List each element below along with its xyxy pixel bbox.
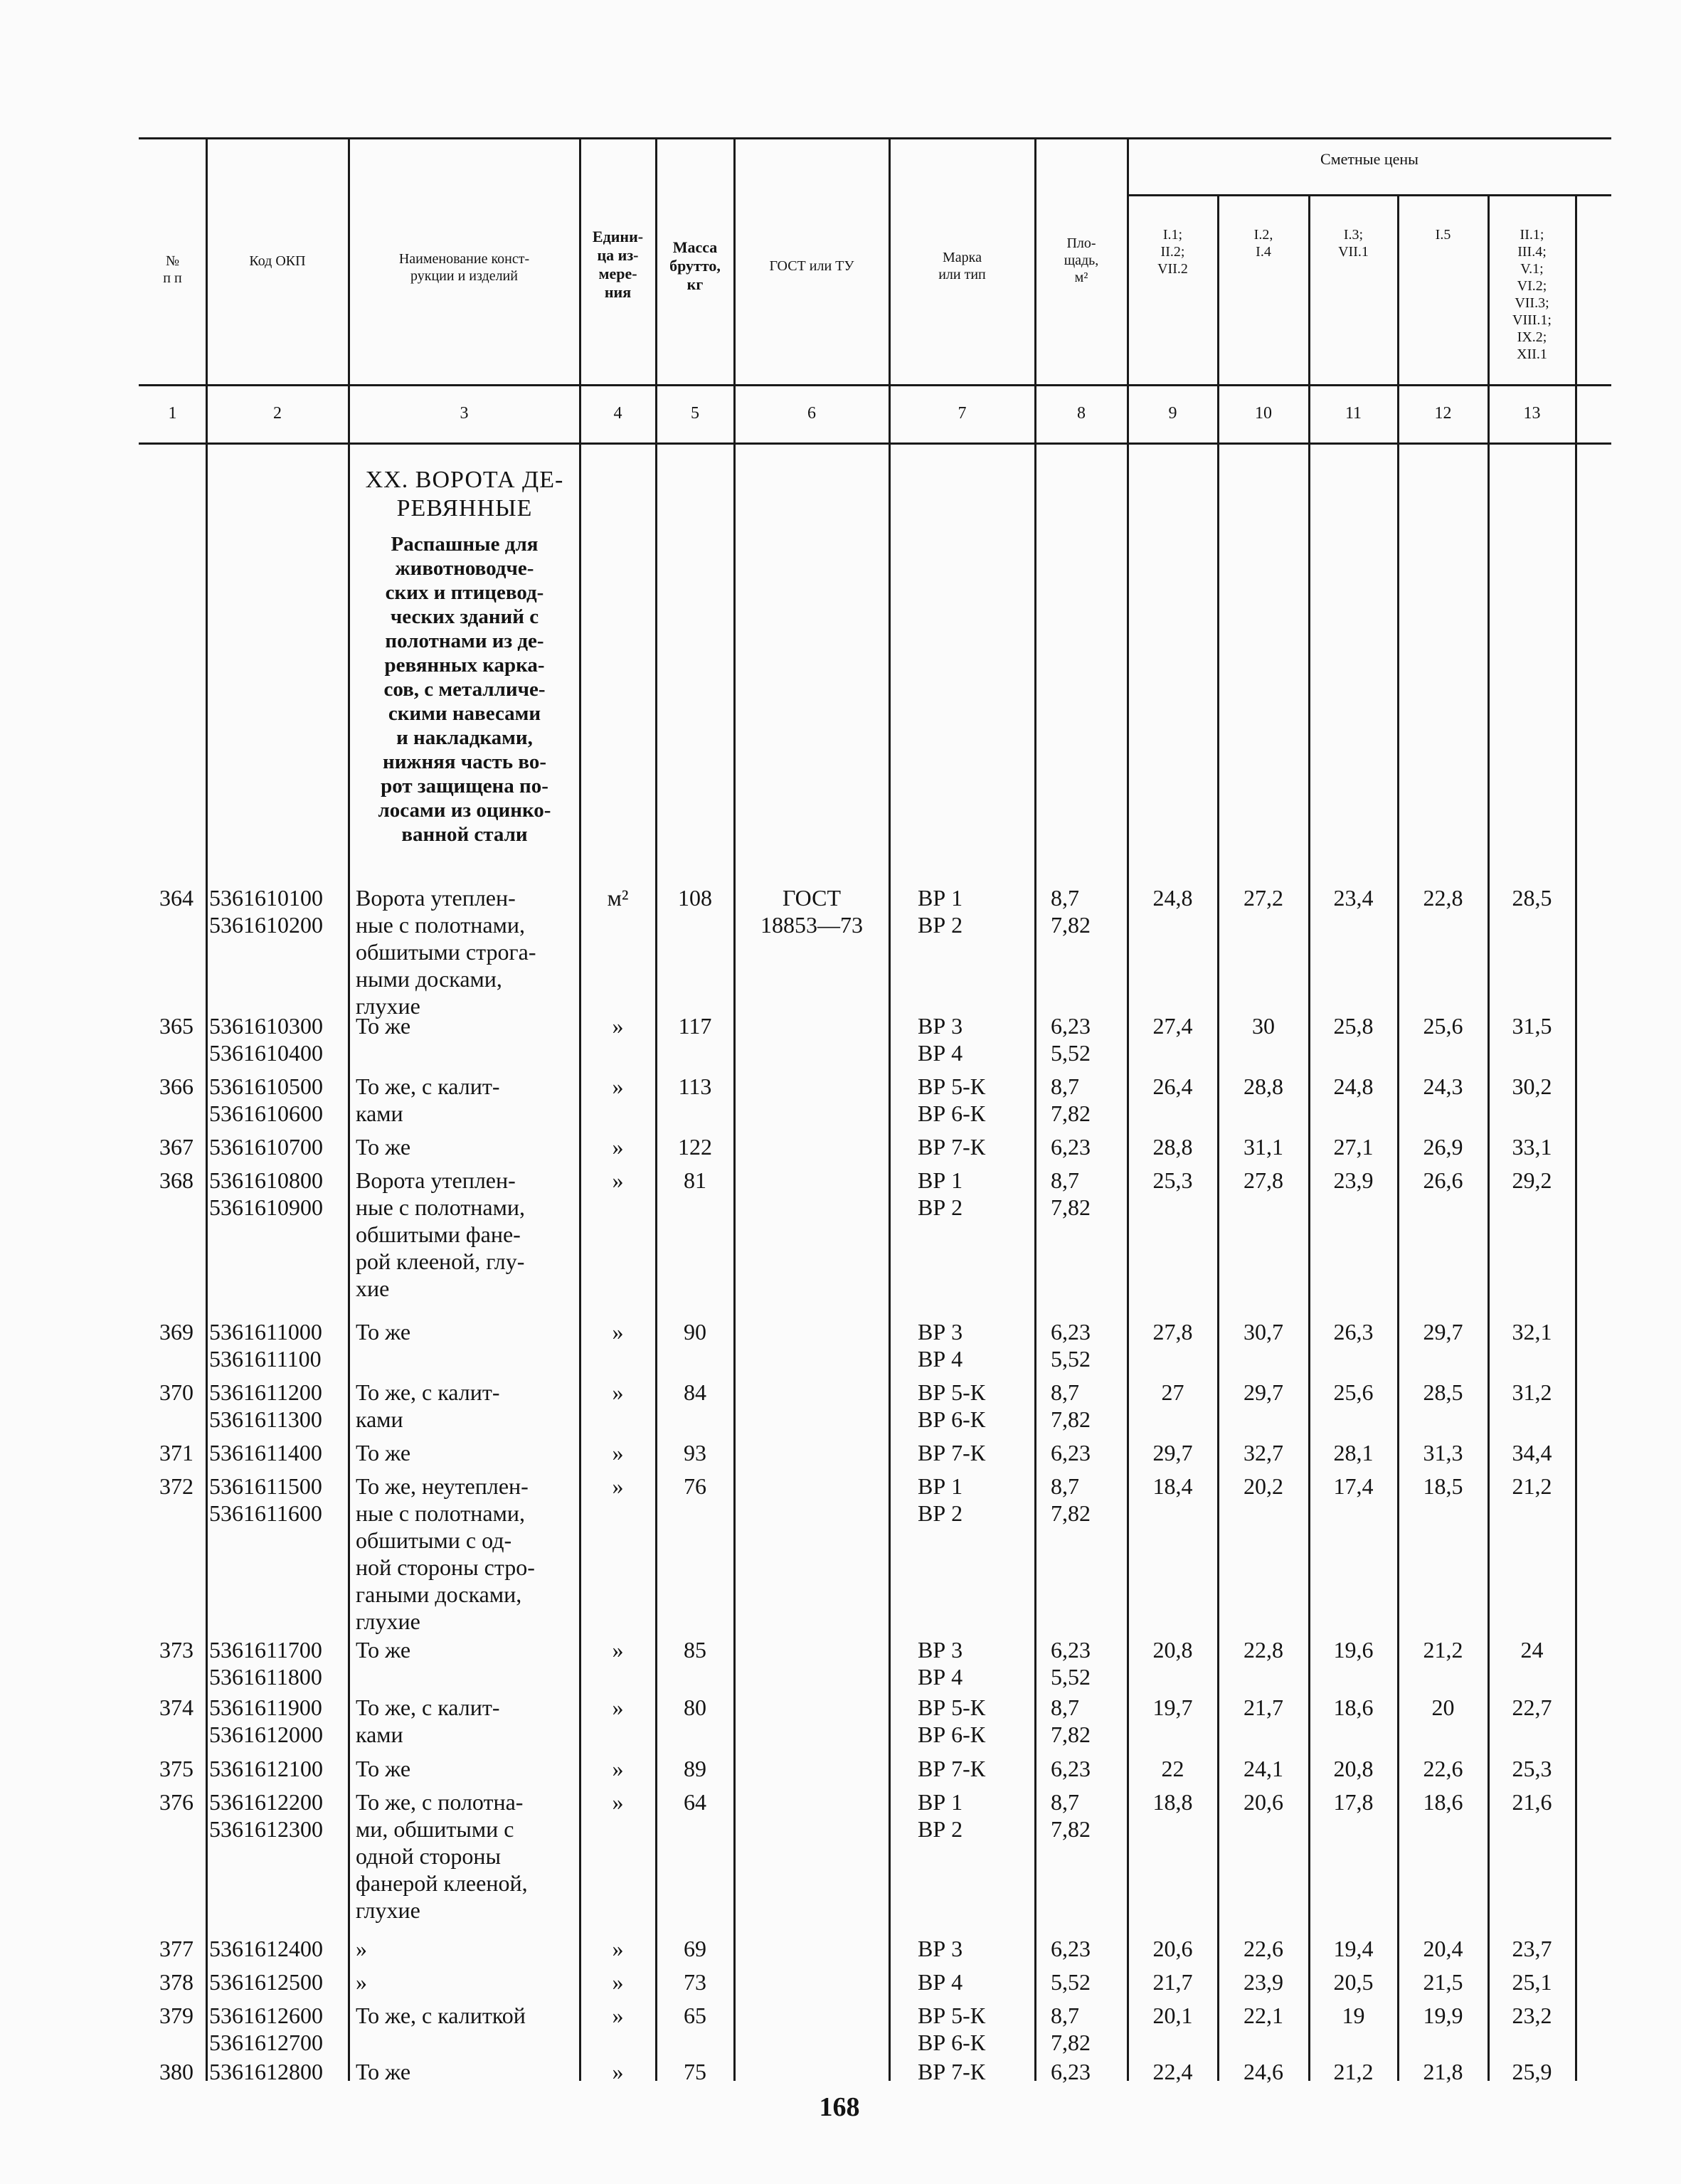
row-369-p1: 27,8 (1152, 1319, 1193, 1345)
row-367-mark: ВР 7-К (918, 1134, 986, 1160)
row-364-gost: ГОСТ 18853—73 (760, 885, 863, 938)
row-364-p5: 28,5 (1512, 885, 1552, 911)
row-379-p5: 23,2 (1512, 2003, 1552, 2028)
row-364-mark: ВР 1 ВР 2 (918, 885, 963, 938)
row-379-name: То же, с калиткой (356, 2003, 526, 2028)
row-369-p5: 32,1 (1512, 1319, 1552, 1345)
row-377-mark: ВР 3 (918, 1936, 963, 1961)
row-374-mass: 80 (684, 1695, 706, 1720)
row-369-mark: ВР 3 ВР 4 (918, 1319, 963, 1372)
row-365-p3: 25,8 (1333, 1013, 1374, 1039)
row-378-mark: ВР 4 (918, 1969, 963, 1995)
row-373-p5: 24 (1520, 1637, 1544, 1663)
row-370-p4: 28,5 (1423, 1379, 1463, 1405)
row-372-okp: 5361611500 5361611600 (209, 1473, 322, 1526)
row-378-name: » (356, 1969, 367, 1995)
column-header-unit: Едини- ца из- мере- ния (592, 228, 644, 301)
row-377-p2: 22,6 (1243, 1936, 1283, 1961)
row-375-p3: 20,8 (1333, 1756, 1374, 1781)
column-header-mark: Марка или тип (938, 250, 986, 282)
row-370-p5: 31,2 (1512, 1379, 1552, 1405)
row-378-okp: 5361612500 (209, 1969, 323, 1995)
row-365-p1: 27,4 (1152, 1013, 1193, 1039)
column-number-2: 2 (273, 404, 282, 423)
row-367-okp: 5361610700 (209, 1134, 323, 1160)
row-365-area: 6,23 5,52 (1051, 1013, 1091, 1066)
row-367-mass: 122 (678, 1134, 712, 1160)
row-368-p3: 23,9 (1333, 1167, 1374, 1193)
row-365-p4: 25,6 (1423, 1013, 1463, 1039)
row-369-okp: 5361611000 5361611100 (209, 1319, 322, 1372)
row-364-name: Ворота утеплен- ные с полотнами, обшитыми строга- ными досками, глухие (356, 885, 536, 1019)
row-380-okp: 5361612800 (209, 2059, 323, 2084)
row-375-mark: ВР 7-К (918, 1756, 986, 1781)
row-365-p5: 31,5 (1512, 1013, 1552, 1039)
row-379-p1: 20,1 (1152, 2003, 1193, 2028)
estimate-prices-header: Сметные цены (1320, 150, 1418, 168)
row-370-area: 8,7 7,82 (1051, 1379, 1091, 1432)
row-372-unit: » (612, 1473, 624, 1499)
row-364-p2: 27,2 (1243, 885, 1283, 911)
row-377-name: » (356, 1936, 367, 1961)
row-378-unit: » (612, 1969, 624, 1995)
row-373-mass: 85 (684, 1637, 706, 1663)
row-366-p1: 26,4 (1152, 1074, 1193, 1099)
row-378-p1: 21,7 (1152, 1969, 1193, 1995)
row-374-p4: 20 (1431, 1695, 1455, 1720)
row-376-area: 8,7 7,82 (1051, 1789, 1091, 1842)
column-number-rule (139, 442, 1611, 445)
row-379-mass: 65 (684, 2003, 706, 2028)
row-379-p2: 22,1 (1243, 2003, 1283, 2028)
row-366-unit: » (612, 1074, 624, 1099)
row-373-p2: 22,8 (1243, 1637, 1283, 1663)
row-364-mass: 108 (678, 885, 712, 911)
row-371-p4: 31,3 (1423, 1440, 1463, 1465)
column-number-1: 1 (168, 404, 177, 423)
row-378-mass: 73 (684, 1969, 706, 1995)
row-368-no: 368 (159, 1167, 193, 1193)
row-380-p2: 24,6 (1243, 2059, 1283, 2084)
row-367-area: 6,23 (1051, 1134, 1091, 1160)
row-376-name: То же, с полотна- ми, обшитыми с одной стороны фанерой клееной, глухие (356, 1789, 528, 1923)
row-366-okp: 5361610500 5361610600 (209, 1074, 323, 1126)
column-number-4: 4 (613, 404, 622, 423)
row-379-p3: 19 (1342, 2003, 1365, 2028)
row-380-name: То же (356, 2059, 411, 2084)
row-375-p5: 25,3 (1512, 1756, 1552, 1781)
row-372-no: 372 (159, 1473, 193, 1499)
row-371-p2: 32,7 (1243, 1440, 1283, 1465)
row-369-p2: 30,7 (1243, 1319, 1283, 1345)
row-377-unit: » (612, 1936, 624, 1961)
column-header-gost: ГОСТ или ТУ (769, 258, 854, 274)
row-368-okp: 5361610800 5361610900 (209, 1167, 323, 1220)
row-379-area: 8,7 7,82 (1051, 2003, 1091, 2055)
row-372-name: То же, неутеплен- ные с полотнами, обшитыми с од- ной стороны стро- гаными досками, глухие (356, 1473, 535, 1634)
row-379-no: 379 (159, 2003, 193, 2028)
row-367-p2: 31,1 (1243, 1134, 1283, 1160)
row-369-name: То же (356, 1319, 411, 1345)
row-370-unit: » (612, 1379, 624, 1405)
row-370-p3: 25,6 (1333, 1379, 1374, 1405)
row-376-p4: 18,6 (1423, 1789, 1463, 1815)
row-377-okp: 5361612400 (209, 1936, 323, 1961)
row-366-no: 366 (159, 1074, 193, 1099)
row-374-no: 374 (159, 1695, 193, 1720)
row-374-unit: » (612, 1695, 624, 1720)
row-365-p2: 30 (1252, 1013, 1275, 1039)
row-371-p1: 29,7 (1152, 1440, 1193, 1465)
row-374-p3: 18,6 (1333, 1695, 1374, 1720)
row-378-no: 378 (159, 1969, 193, 1995)
row-380-unit: » (612, 2059, 624, 2084)
row-375-name: То же (356, 1756, 411, 1781)
row-370-p2: 29,7 (1243, 1379, 1283, 1405)
column-header-p5: II.1; III.4; V.1; VI.2; VII.3; VIII.1; IX.2; XII.1 (1512, 227, 1552, 362)
column-divider-1 (206, 137, 208, 2081)
row-376-p5: 21,6 (1512, 1789, 1552, 1815)
section-title: XX. ВОРОТА ДЕ- РЕВЯННЫЕ (365, 467, 564, 521)
row-378-p5: 25,1 (1512, 1969, 1552, 1995)
column-header-no: № п п (163, 253, 182, 286)
row-364-area: 8,7 7,82 (1051, 885, 1091, 938)
row-373-p1: 20,8 (1152, 1637, 1193, 1663)
row-377-p5: 23,7 (1512, 1936, 1552, 1961)
row-367-no: 367 (159, 1134, 193, 1160)
row-373-name: То же (356, 1637, 411, 1663)
row-364-unit: м² (607, 885, 629, 911)
row-380-mass: 75 (684, 2059, 706, 2084)
column-divider-6 (889, 137, 891, 2081)
row-372-p3: 17,4 (1333, 1473, 1374, 1499)
column-header-name: Наименование конст- рукции и изделий (398, 251, 530, 284)
section-description: Распашные для животноводче- ских и птицевод- ческих зданий с полотнами из де- ревянных карка- сов, с металличе- скими навесами и накладками, нижняя часть во- рот защищена по- лосами из оцинко- ванной стали (378, 533, 551, 846)
column-number-6: 6 (807, 404, 816, 423)
row-364-p4: 22,8 (1423, 885, 1463, 911)
row-369-p3: 26,3 (1333, 1319, 1374, 1345)
group-header-rule (1128, 194, 1611, 196)
row-378-p2: 23,9 (1243, 1969, 1283, 1995)
row-372-p2: 20,2 (1243, 1473, 1283, 1499)
column-header-p3: I.3; VII.1 (1338, 227, 1369, 260)
header-bottom-rule (139, 384, 1611, 386)
row-365-no: 365 (159, 1013, 193, 1039)
row-368-p4: 26,6 (1423, 1167, 1463, 1193)
row-375-p4: 22,6 (1423, 1756, 1463, 1781)
row-364-no: 364 (159, 885, 193, 911)
row-371-area: 6,23 (1051, 1440, 1091, 1465)
row-368-p2: 27,8 (1243, 1167, 1283, 1193)
row-367-p3: 27,1 (1333, 1134, 1374, 1160)
row-372-mark: ВР 1 ВР 2 (918, 1473, 963, 1526)
row-369-mass: 90 (684, 1319, 706, 1345)
table-top-rule (139, 137, 1611, 139)
row-374-p1: 19,7 (1152, 1695, 1193, 1720)
column-number-12: 12 (1434, 404, 1452, 423)
row-373-no: 373 (159, 1637, 193, 1663)
row-372-area: 8,7 7,82 (1051, 1473, 1091, 1526)
row-365-mass: 117 (678, 1013, 712, 1039)
row-380-no: 380 (159, 2059, 193, 2084)
row-380-p3: 21,2 (1333, 2059, 1374, 2084)
row-368-mark: ВР 1 ВР 2 (918, 1167, 963, 1220)
column-number-8: 8 (1077, 404, 1086, 423)
column-header-p4: I.5 (1435, 227, 1451, 243)
row-373-area: 6,23 5,52 (1051, 1637, 1091, 1690)
row-364-p3: 23,4 (1333, 885, 1374, 911)
row-377-p1: 20,6 (1152, 1936, 1193, 1961)
row-364-p1: 24,8 (1152, 885, 1193, 911)
row-375-okp: 5361612100 (209, 1756, 323, 1781)
row-366-p5: 30,2 (1512, 1074, 1552, 1099)
row-379-unit: » (612, 2003, 624, 2028)
row-367-name: То же (356, 1134, 411, 1160)
row-370-mass: 84 (684, 1379, 706, 1405)
column-number-10: 10 (1255, 404, 1272, 423)
row-376-mass: 64 (684, 1789, 706, 1815)
row-380-p1: 22,4 (1152, 2059, 1193, 2084)
row-366-p2: 28,8 (1243, 1074, 1283, 1099)
row-376-no: 376 (159, 1789, 193, 1815)
row-365-mark: ВР 3 ВР 4 (918, 1013, 963, 1066)
row-368-name: Ворота утеплен- ные с полотнами, обшитыми фане- рой клееной, глу- хие (356, 1167, 525, 1301)
row-377-p4: 20,4 (1423, 1936, 1463, 1961)
row-368-area: 8,7 7,82 (1051, 1167, 1091, 1220)
row-375-no: 375 (159, 1756, 193, 1781)
row-369-unit: » (612, 1319, 624, 1345)
row-377-mass: 69 (684, 1936, 706, 1961)
row-366-p4: 24,3 (1423, 1074, 1463, 1099)
column-header-okp: Код ОКП (249, 253, 306, 269)
row-379-p4: 19,9 (1423, 2003, 1463, 2028)
row-380-p5: 25,9 (1512, 2059, 1552, 2084)
page-number: 168 (819, 2092, 860, 2122)
row-376-unit: » (612, 1789, 624, 1815)
row-378-area: 5,52 (1051, 1969, 1091, 1995)
row-369-p4: 29,7 (1423, 1319, 1463, 1345)
row-370-mark: ВР 5-К ВР 6-К (918, 1379, 986, 1432)
column-number-9: 9 (1168, 404, 1177, 423)
row-374-mark: ВР 5-К ВР 6-К (918, 1695, 986, 1747)
row-368-p5: 29,2 (1512, 1167, 1552, 1193)
row-367-p5: 33,1 (1512, 1134, 1552, 1160)
row-366-mark: ВР 5-К ВР 6-К (918, 1074, 986, 1126)
row-366-mass: 113 (678, 1074, 712, 1099)
row-371-mass: 93 (684, 1440, 706, 1465)
row-368-p1: 25,3 (1152, 1167, 1193, 1193)
row-371-okp: 5361611400 (209, 1440, 322, 1465)
row-371-mark: ВР 7-К (918, 1440, 986, 1465)
row-370-name: То же, с калит- ками (356, 1379, 500, 1432)
row-373-p3: 19,6 (1333, 1637, 1374, 1663)
row-368-unit: » (612, 1167, 624, 1193)
row-373-p4: 21,2 (1423, 1637, 1463, 1663)
row-377-p3: 19,4 (1333, 1936, 1374, 1961)
row-370-no: 370 (159, 1379, 193, 1405)
row-380-area: 6,23 (1051, 2059, 1091, 2084)
row-372-mass: 76 (684, 1473, 706, 1499)
row-364-okp: 5361610100 5361610200 (209, 885, 323, 938)
row-369-area: 6,23 5,52 (1051, 1319, 1091, 1372)
row-375-p2: 24,1 (1243, 1756, 1283, 1781)
row-368-mass: 81 (684, 1167, 706, 1193)
row-376-mark: ВР 1 ВР 2 (918, 1789, 963, 1842)
column-number-3: 3 (460, 404, 469, 423)
row-373-mark: ВР 3 ВР 4 (918, 1637, 963, 1690)
row-380-mark: ВР 7-К (918, 2059, 986, 2084)
column-number-11: 11 (1345, 404, 1362, 423)
row-378-p3: 20,5 (1333, 1969, 1374, 1995)
row-371-name: То же (356, 1440, 411, 1465)
row-365-okp: 5361610300 5361610400 (209, 1013, 323, 1066)
row-377-no: 377 (159, 1936, 193, 1961)
column-header-mass: Масса брутто, кг (669, 238, 721, 293)
row-376-p2: 20,6 (1243, 1789, 1283, 1815)
row-374-area: 8,7 7,82 (1051, 1695, 1091, 1747)
row-371-p5: 34,4 (1512, 1440, 1552, 1465)
row-374-p2: 21,7 (1243, 1695, 1283, 1720)
row-367-unit: » (612, 1134, 624, 1160)
column-number-5: 5 (691, 404, 699, 423)
row-373-okp: 5361611700 5361611800 (209, 1637, 322, 1690)
row-375-unit: » (612, 1756, 624, 1781)
row-366-p3: 24,8 (1333, 1074, 1374, 1099)
row-366-area: 8,7 7,82 (1051, 1074, 1091, 1126)
row-366-name: То же, с калит- ками (356, 1074, 500, 1126)
row-376-p3: 17,8 (1333, 1789, 1374, 1815)
row-372-p5: 21,2 (1512, 1473, 1552, 1499)
column-header-p2: I.2, I.4 (1253, 227, 1273, 260)
row-379-okp: 5361612600 5361612700 (209, 2003, 323, 2055)
row-369-no: 369 (159, 1319, 193, 1345)
row-371-no: 371 (159, 1440, 193, 1465)
column-number-7: 7 (958, 404, 967, 423)
row-378-p4: 21,5 (1423, 1969, 1463, 1995)
row-377-area: 6,23 (1051, 1936, 1091, 1961)
column-header-area: Пло- щадь, м² (1064, 235, 1099, 285)
column-number-13: 13 (1523, 404, 1541, 423)
row-374-name: То же, с калит- ками (356, 1695, 500, 1747)
column-header-p1: I.1; II.2; VII.2 (1157, 227, 1188, 277)
row-375-mass: 89 (684, 1756, 706, 1781)
row-375-area: 6,23 (1051, 1756, 1091, 1781)
row-367-p4: 26,9 (1423, 1134, 1463, 1160)
row-370-p1: 27 (1161, 1379, 1184, 1405)
row-374-okp: 5361611900 5361612000 (209, 1695, 323, 1747)
row-370-okp: 5361611200 5361611300 (209, 1379, 322, 1432)
row-371-unit: » (612, 1440, 624, 1465)
row-380-p4: 21,8 (1423, 2059, 1463, 2084)
row-371-p3: 28,1 (1333, 1440, 1374, 1465)
row-372-p1: 18,4 (1152, 1473, 1193, 1499)
row-365-unit: » (612, 1013, 624, 1039)
row-376-okp: 5361612200 5361612300 (209, 1789, 323, 1842)
row-367-p1: 28,8 (1152, 1134, 1193, 1160)
row-374-p5: 22,7 (1512, 1695, 1552, 1720)
row-375-p1: 22 (1161, 1756, 1184, 1781)
row-372-p4: 18,5 (1423, 1473, 1463, 1499)
row-373-unit: » (612, 1637, 624, 1663)
row-376-p1: 18,8 (1152, 1789, 1193, 1815)
row-365-name: То же (356, 1013, 411, 1039)
row-379-mark: ВР 5-К ВР 6-К (918, 2003, 986, 2055)
